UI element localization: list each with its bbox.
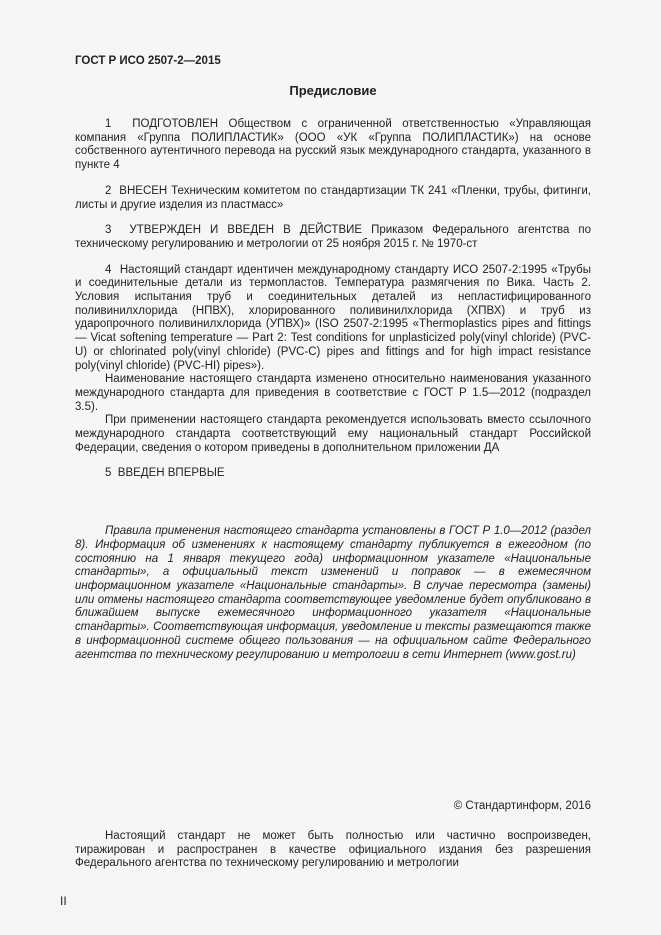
document-code: ГОСТ Р ИСО 2507-2—2015	[75, 55, 221, 67]
copyright-notice: © Стандартинформ, 2016	[453, 800, 591, 812]
reproduction-restriction-note: Настоящий стандарт не может быть полностью или частично воспроизведен, тиражирован и распространен в качестве официального издания без разрешения Федерального агентства по техническому регулированию и метрологии	[75, 830, 591, 870]
foreword-item-5: 5 ВВЕДЕН ВПЕРВЫЕ	[105, 467, 225, 480]
page-number: II	[60, 894, 67, 908]
foreword-item-4: 4 Настоящий стандарт идентичен международному стандарту ИСО 2507-2:1995 «Трубы и соединительные детали из термопластов. Температура размягчения по Вика. Часть 2. Условия испытания труб и соединительных деталей из непластифицированного поливинилхлорида (НПВХ), хлорированного поливинилхлорида (ХПВХ) и труб из ударопрочного поливинилхлорида (УПВХ)» (ISO 2507-2:1995 «Thermoplastics pipes and fittings — Vicat softening temperature — Part 2: Test conditions for unplasticized poly(vinyl chloride) (PVC-U) or chlorinated poly(vinyl chloride) (PVC-C) pipes and fittings and for high impact resistance poly(vinyl chloride) (PVC-HI) pipes»).	[75, 263, 591, 372]
document-content	[75, 55, 591, 662]
foreword-item-4-note-1: Наименование настоящего стандарта изменено относительно наименования указанного международного стандарта для приведения в соответствие с ГОСТ Р 1.5—2012 (подраздел 3.5).	[75, 373, 591, 413]
page-title: Предисловие	[289, 83, 377, 98]
footer-note-block	[75, 830, 591, 871]
foreword-item-1: 1 ПОДГОТОВЛЕН Обществом с ограниченной ответственностью «Управляющая компания «Группа ПОЛИПЛАСТИК» (ООО «УК «Группа ПОЛИПЛАСТИК») на основе собственного аутентичного перевода на русский язык международного стандарта, указанного в пункте 4	[75, 118, 591, 172]
foreword-item-4-note-2: При применении настоящего стандарта рекомендуется использовать вместо ссылочного международного стандарта соответствующий ему национальный стандарт Российской Федерации, сведения о котором приведены в дополнительном приложении ДА	[75, 414, 591, 454]
foreword-item-2: 2 ВНЕСЕН Техническим комитетом по стандартизации ТК 241 «Пленки, трубы, фитинги, листы и другие изделия из пластмасс»	[75, 184, 591, 211]
foreword-item-3: 3 УТВЕРЖДЕН И ВВЕДЕН В ДЕЙСТВИЕ Приказом Федерального агентства по техническому регулированию и метрологии от 25 ноября 2015 г. № 1970-ст	[75, 224, 591, 250]
application-rules-note: Правила применения настоящего стандарта установлены в ГОСТ Р 1.0—2012 (раздел 8). Информация об изменениях к настоящему стандарту публикуется в ежегодном (по состоянию на 1 января текущего года) информационном указателе «Национальные стандарты», а официальный текст изменений и поправок — в ежемесячном информационном указателе «Национальные стандарты». В случае пересмотра (замены) или отмены настоящего стандарта соответствующее уведомление будет опубликовано в ближайшем выпуске ежемесячного информационного указателя «Национальные стандарты». Соответствующая информация, уведомление и тексты размещаются также в информационной системе общего пользования — на официальном сайте Федерального агентства по техническому регулированию и метрологии в сети Интернет (www.gost.ru)	[75, 525, 591, 661]
